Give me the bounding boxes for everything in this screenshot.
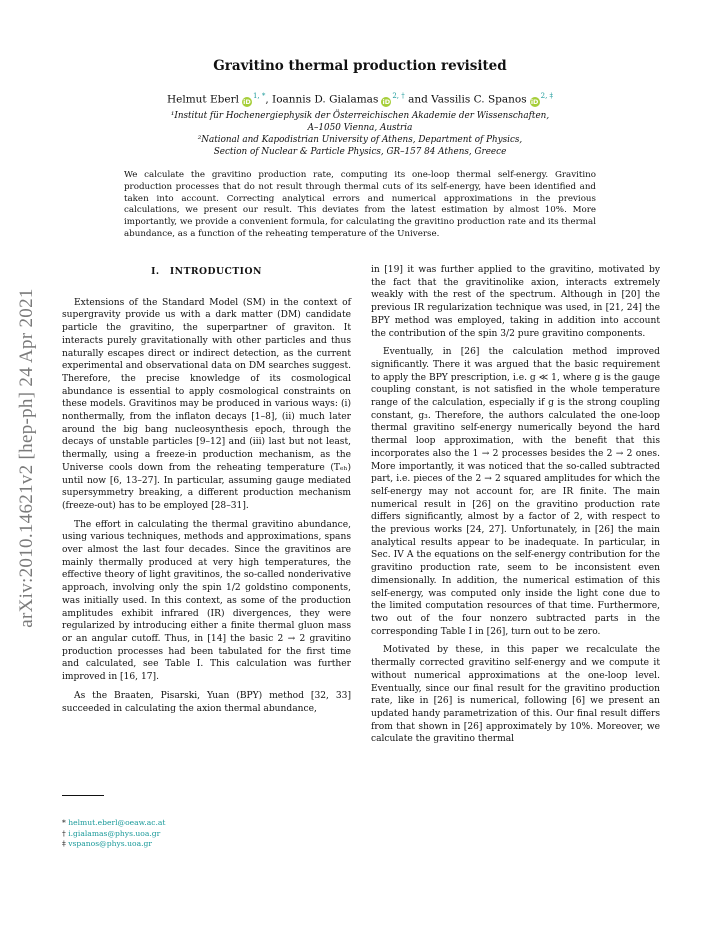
email-link[interactable]: i.gialamas@phys.uoa.gr xyxy=(68,828,161,838)
orcid-icon[interactable]: iD xyxy=(243,97,251,106)
body-paragraph: in [19] it was further applied to the gravitino, motivated by the fact that the gravitinolike axion, interacts extremely weakly with the rest of the spectrum. Although in [20] the previous IR regularization technique was used, in [21, 24] the BPY method was employed, taking in addition into account the contribution of the spin 3/2 pure gravitino components. xyxy=(371,265,660,339)
orcid-icon[interactable]: iD xyxy=(530,97,539,106)
abstract: We calculate the gravitino production rate, computing its one-loop thermal self-energy. Gravitino production processes that do not result through thermal cuts of its self-energy, have been identified and taken into account. Correcting analytical errors and numerical approximations in the previous calculations, we present our result. This deviates from the latest estimation by almost 10%. More importantly, we provide a convenient formula, for calculating the gravitino production rate and its thermal abundance, as a function of the reheating temperature of the Universe. xyxy=(124,170,596,239)
footnote-mark: ‡ xyxy=(62,839,66,848)
author-separator: , xyxy=(265,93,273,106)
footnotes xyxy=(62,818,351,850)
body-paragraph: Extensions of the Standard Model (SM) in the context of supergravity provide us with a dark matter (DM) candidate particle the gravitino, the superpartner of graviton. It interacts purely gravitationally with other particles and thus naturally escapes direct or indirect detection, as the current experimental and observational data on DM searches suggest. Therefore, the precise knowledge of its cosmological abundance is essential to apply cosmological constraints on these models. Gravitinos may be produced in various ways: (i) nonthermally, from the inflaton decays [1–8], (ii) much later around the big bang nucleosynthesis epoch, through the decays of unstable particles [9–12] and (iii) last but not least, thermally, using a freeze-in production mechanism, as the Universe cools down from the reheating temperature (Tₑₕ) until now [6, 13–27]. In particular, assuming gauge mediated supersymmetry breaking, a different production mechanism (freeze-out) has to be employed [28–31]. xyxy=(62,297,351,511)
author-list xyxy=(0,92,720,107)
body-paragraph: The effort in calculating the thermal gravitino abundance, using various techniques, methods and approximations, spans over almost the last four decades. Since the gravitinos are mainly thermally produced at very high temperatures, the effective theory of light gravitinos, the so-called nonderivative approach, involving only the spin 1/2 goldstino components, was initially used. In this context, as some of the production amplitudes exhibit infrared (IR) divergences, they were regularized by introducing either a finite thermal gluon mass or an angular cutoff. Thus, in [14] the basic 2 → 2 gravitino production processes had been tabulated for the first time and calculated, see Table I. This calculation was further improved in [16, 17]. xyxy=(62,519,351,683)
affiliation-line: A–1050 Vienna, Austria xyxy=(307,123,413,133)
footnote xyxy=(62,839,351,850)
affiliation-line: Section of Nuclear & Particle Physics, GR–157 84 Athens, Greece xyxy=(213,147,507,157)
footnote-divider xyxy=(62,795,104,796)
section-title: INTRODUCTION xyxy=(169,266,262,277)
author-name: Vassilis C. Spanos xyxy=(431,93,527,106)
author-separator: and xyxy=(404,93,432,106)
footnote-mark: † xyxy=(62,828,66,838)
right-column xyxy=(371,264,660,752)
author-name: Ioannis D. Gialamas xyxy=(272,93,379,106)
arxiv-stamp xyxy=(12,248,42,668)
email-link[interactable]: helmut.eberl@oeaw.ac.at xyxy=(68,818,166,827)
left-column xyxy=(62,266,351,721)
section-heading xyxy=(62,266,351,279)
body-paragraph: Motivated by these, in this paper we recalculate the thermally corrected gravitino self-energy and we compute it without numerical approximations at the one-loop level. Eventually, since our final result for the gravitino production rate, like in [26] is numerical, following [6] we present an updated handy parametrization of this. Our final result differs from that shown in [26] approximately by 10%. Moreover, we calculate the gravitino thermal xyxy=(371,645,660,745)
affiliation-line: ¹Institut für Hochenergiephysik der Österreichischen Akademie der Wissenschaften, xyxy=(170,111,550,121)
author-affil-mark[interactable]: 1, * xyxy=(252,92,266,100)
footnote xyxy=(62,829,351,840)
author-affil-mark[interactable]: 2, ‡ xyxy=(540,92,554,100)
section-number: I. xyxy=(151,266,160,277)
orcid-icon[interactable]: iD xyxy=(382,97,391,106)
author-name: Helmut Eberl xyxy=(166,93,239,106)
affiliations xyxy=(0,110,720,158)
paper-title: Gravitino thermal production revisited xyxy=(213,58,507,74)
footnote xyxy=(62,818,351,829)
body-paragraph: Eventually, in [26] the calculation method improved significantly. There it was argued that the basic requirement to apply the BPY prescription, i.e. g ≪ 1, where g is the gauge coupling constant, is not satisfied in the whole temperature range of the calculation, especially if g is the strong coupling constant, g₃. Therefore, the authors calculated the one-loop thermal gravitino self-energy numerically beyond the hard thermal loop approximation, with the benefit that this incorporates also the 1 → 2 processes besides the 2 → 2 ones. More importantly, it was noticed that the so-called subtracted part, i.e. pieces of the 2 → 2 squared amplitudes for which the self-energy may not account for, are IR finite. The main numerical result in [26] on the gravitino production rate differs significantly, almost by a factor of 2, with respect to the previous works [24, 27]. Unfortunately, in [26] the main analytical results appear to be inadequate. In particular, in Sec. IV A the equations on the self-energy contribution for the gravitino production rate, seem to be inconsistent even dimensionally. In addition, the numerical estimation of this self-energy, was computed only inside the light cone due to the limited computation resources of that time. Furthermore, two out of the four nonzero subtracted parts in the corresponding Table I in [26], turn out to be zero. xyxy=(371,347,660,637)
body-paragraph: As the Braaten, Pisarski, Yuan (BPY) method [32, 33] succeeded in calculating the axion thermal abundance, xyxy=(62,690,351,714)
email-link[interactable]: vspanos@phys.uoa.gr xyxy=(68,839,152,848)
arxiv-id: arXiv:2010.14621v2 [hep-ph] 24 Apr 2021 xyxy=(16,288,37,628)
author-affil-mark[interactable]: 2, † xyxy=(392,92,405,100)
affiliation-line: ²National and Kapodistrian University of Athens, Department of Physics, xyxy=(197,135,523,145)
footnote-mark: * xyxy=(62,818,66,827)
